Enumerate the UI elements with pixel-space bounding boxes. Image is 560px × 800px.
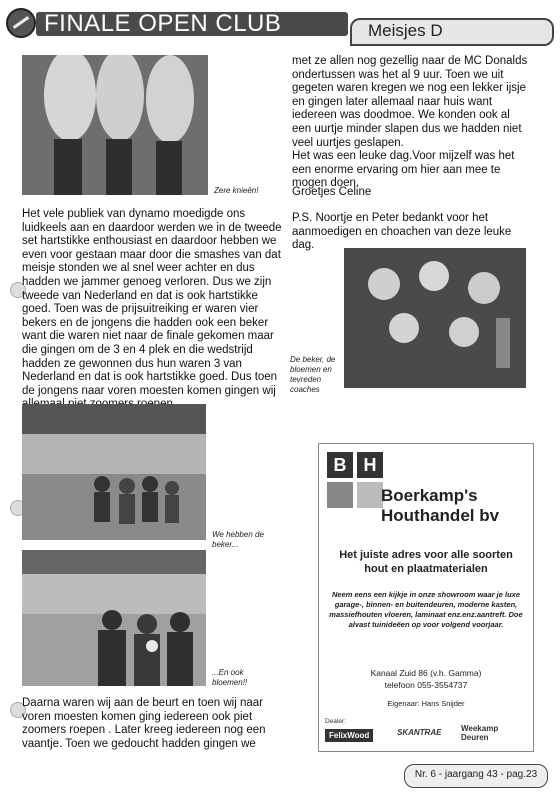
company-name: Boerkamp's Houthandel bv bbox=[381, 486, 500, 525]
article-col1-para1: Het vele publiek van dynamo moedigde ons luidkeels aan en daardoor werden we in de tweede set hartstikke enthousiast en daardoor hebben we even voor gestaan maar door die smashes van dat meisje stonden we al snel weer achter en dus hadden we jammer genoeg verloren. Dus we zijn tweede van Nederland en dat is ook hartstikke goed. Toen was de prijsuitreiking er waren vier bekers en de jongens die hadden ook een beker want die waren niet naar de finale gekomen maar die gingen om de 3 en 4 plek en die wedstrijd hadden ze gewonnen dus hun waren 3 van Nederland en dat is ook hartstikke goed. Dus toen de jongens naar voren moesten komen gingen wij bbox=[22, 208, 282, 397]
caption-flowers: ...En ook bloemen!! bbox=[212, 668, 248, 687]
bh-logo-icon bbox=[327, 452, 387, 512]
photo-gym-trophy bbox=[22, 404, 206, 540]
page-header bbox=[0, 4, 560, 40]
article-col1-para2: Daarna waren wij aan de beurt en toen wij naar voren moesten komen ging iedereen ook piet zoomers roepen . Later kreeg iedereen nog een vaantje. Toen we gedoucht hadden gingen we bbox=[22, 697, 266, 750]
page-title: FINALE OPEN CLUB bbox=[44, 10, 282, 37]
ad-body: Neem eens een kijkje in onze showroom waar je luxe garage-, binnen- en buitendeuren, moderne kasten, massiefhouten vloeren, laminaat enz.enz.aantreft. Doe alvast tuinideëen op voor volgend voorjaar. bbox=[329, 590, 523, 629]
photo-coaches-image bbox=[344, 248, 526, 388]
dealer-label: Dealer: bbox=[325, 718, 346, 725]
section-title: Meisjes D bbox=[368, 21, 443, 40]
sponsor-skantrae: SKANTRAE bbox=[397, 728, 442, 737]
sponsor-felixwood: FelixWood bbox=[325, 729, 373, 742]
volleyball-icon bbox=[6, 8, 36, 38]
article-greeting: Groetjes Celine bbox=[292, 186, 372, 198]
caption-coaches: De beker, de bloemen en tevreden coaches bbox=[290, 355, 336, 394]
photo-gym-trophy-image bbox=[22, 404, 206, 540]
ad-phone: telefoon 055-3554737 bbox=[384, 680, 468, 690]
article-col2-para1: met ze allen nog gezellig naar de MC Donalds ondertussen was het al 9 uur. Toen we uit gegeten waren kregen we nog een lekker ijsje en gingen later allemaal naar huis want iedereen was doodmoe. We konden ook al een uurtje minder slapen dus we hadden niet veel uurtjes geslapen. Het was een leuke dag.Voor mijzelf was het een enorme ervaring om hier aan mee te mogen doen. bbox=[292, 55, 528, 190]
photo-knees bbox=[22, 55, 208, 195]
article-ps: P.S. Noortje en Peter bedankt voor het aanmoedigen en choachen van deze leuke dag. bbox=[292, 212, 512, 252]
photo-coaches bbox=[344, 248, 526, 388]
page-footer bbox=[404, 764, 548, 788]
photo-flowers bbox=[22, 550, 206, 686]
page-reference: Nr. 6 - jaargang 43 - pag.23 bbox=[414, 769, 538, 780]
caption-knees: Zere knieën! bbox=[214, 186, 259, 195]
caption-gym-trophy: We hebben de beker... bbox=[212, 530, 264, 549]
photo-knees-image bbox=[22, 55, 208, 195]
logo-letter-h: H bbox=[357, 452, 383, 478]
ad-owner: Eigenaar: Hans Snijder bbox=[387, 699, 465, 708]
advertisement-boerkamp bbox=[318, 443, 534, 752]
ad-address: Kanaal Zuid 86 (v.h. Gamma) bbox=[370, 668, 482, 678]
logo-letter-b: B bbox=[327, 452, 353, 478]
sponsor-weekamp: Weekamp Deuren bbox=[461, 724, 499, 742]
photo-flowers-image bbox=[22, 550, 206, 686]
ad-headline: Het juiste adres voor alle soorten hout en plaatmaterialen bbox=[339, 549, 513, 575]
